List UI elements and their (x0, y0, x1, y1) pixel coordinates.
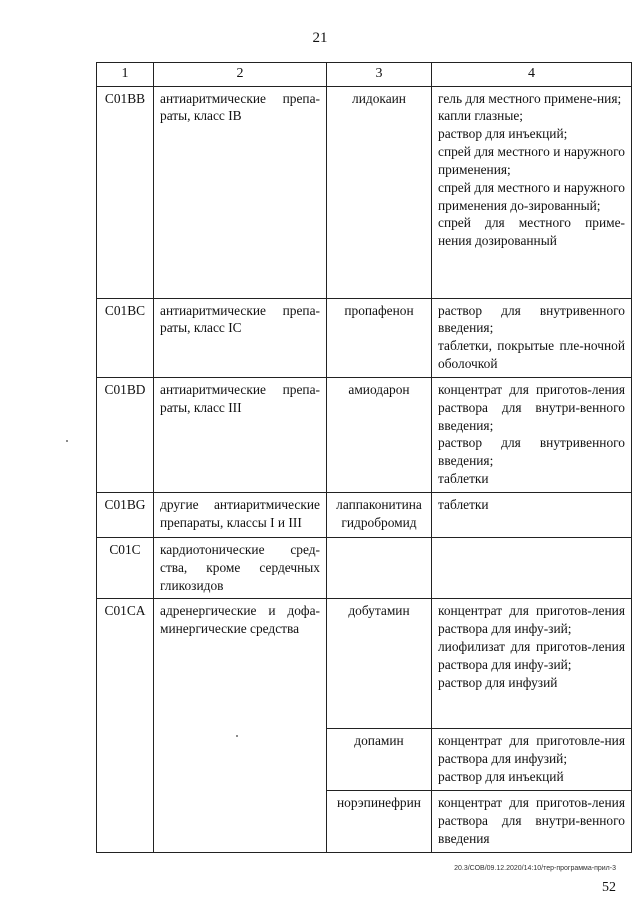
dosage-form-item: спрей для местного и наружного применения; (438, 144, 625, 177)
dosage-form-item: спрей для местного приме-нения дозированный (438, 215, 625, 249)
dosage-form-item: раствор для инъекций; (438, 126, 568, 142)
dosage-forms-cell (432, 537, 632, 598)
dosage-form-item: концентрат для приготовле-ния раствора для инфузий; (438, 733, 625, 767)
atc-group-name-cell: другие антиаритмические препараты, классы I и III (154, 492, 327, 537)
dosage-forms-cell (432, 298, 632, 377)
column-header: 4 (432, 63, 632, 87)
dosage-form-item: раствор для внутривенного введения; (438, 302, 625, 336)
page-number-top: 21 (312, 30, 328, 46)
atc-code-cell: C01BC (97, 298, 154, 377)
atc-group-name-cell: антиаритмические препа-раты, класс IC (154, 298, 327, 377)
atc-code-cell: C01BD (97, 377, 154, 492)
column-header: 2 (154, 63, 327, 87)
table-header-row (97, 63, 632, 87)
drug-name-cell: норэпинефрин (327, 791, 432, 853)
dosage-forms-cell (432, 492, 632, 537)
table-body (97, 86, 632, 853)
drug-name-cell: добутамин (327, 599, 432, 729)
page-number-bottom: 52 (602, 880, 616, 895)
table-row (97, 86, 632, 298)
atc-code-cell: C01C (97, 537, 154, 598)
atc-code-cell: C01BG (97, 492, 154, 537)
dosage-forms-cell (432, 729, 632, 791)
dosage-forms-cell (432, 377, 632, 492)
table-row (97, 599, 632, 729)
column-header: 3 (327, 63, 432, 87)
drug-name-cell: допамин (327, 729, 432, 791)
drug-table (96, 62, 632, 853)
table-row (97, 537, 632, 598)
atc-group-name-cell: антиаритмические препа-раты, класс IB (154, 86, 327, 298)
table-row (97, 298, 632, 377)
table-row (97, 492, 632, 537)
atc-group-name-cell: антиаритмические препа-раты, класс III (154, 377, 327, 492)
dosage-form-item: концентрат для приготов-ления раствора для внутри-венного введения (438, 795, 625, 847)
dosage-form-item: таблетки, покрытые пле-ночной оболочкой (438, 338, 625, 372)
atc-group-name-cell: адренергические и дофа-минергические средства (154, 599, 327, 853)
dosage-form-item: капли глазные; (438, 108, 523, 124)
atc-group-name-cell: кардиотонические сред-ства, кроме сердечных гликозидов (154, 537, 327, 598)
dosage-form-item: таблетки (438, 471, 489, 487)
dosage-form-item: таблетки (438, 496, 489, 512)
atc-code-cell: C01BB (97, 86, 154, 298)
dosage-form-item: концентрат для приготов-ления раствора для внутри-венного введения; (438, 381, 625, 433)
dosage-form-item: раствор для инъекций (438, 769, 564, 785)
drug-name-cell: лидокаин (327, 86, 432, 298)
dosage-form-item: спрей для местного и наружного применения до-зированный; (438, 179, 625, 213)
drug-name-cell: амиодарон (327, 377, 432, 492)
dosage-form-item: лиофилизат для приготов-ления раствора для инфу-зий; (438, 639, 625, 672)
drug-name-cell: пропафенон (327, 298, 432, 377)
dosage-form-item: раствор для внутривенного введения; (438, 435, 625, 469)
dosage-forms-cell (432, 791, 632, 853)
dosage-form-item: раствор для инфузий (438, 674, 558, 690)
table-row (97, 377, 632, 492)
dosage-form-item: концентрат для приготов-ления раствора для инфу-зий; (438, 603, 625, 637)
dosage-form-item: гель для местного примене-ния; (438, 90, 622, 106)
scan-speck (66, 440, 68, 442)
scan-speck (236, 735, 238, 737)
drug-name-cell: лаппаконитина гидробромид (327, 492, 432, 537)
dosage-forms-cell (432, 599, 632, 729)
atc-code-cell: C01CA (97, 599, 154, 853)
column-header: 1 (97, 63, 154, 87)
drug-name-cell (327, 537, 432, 598)
footer-document-code: 20.3/СОВ/09.12.2020/14:10/тер-программа-прил-3 (454, 865, 616, 872)
dosage-forms-cell (432, 86, 632, 298)
